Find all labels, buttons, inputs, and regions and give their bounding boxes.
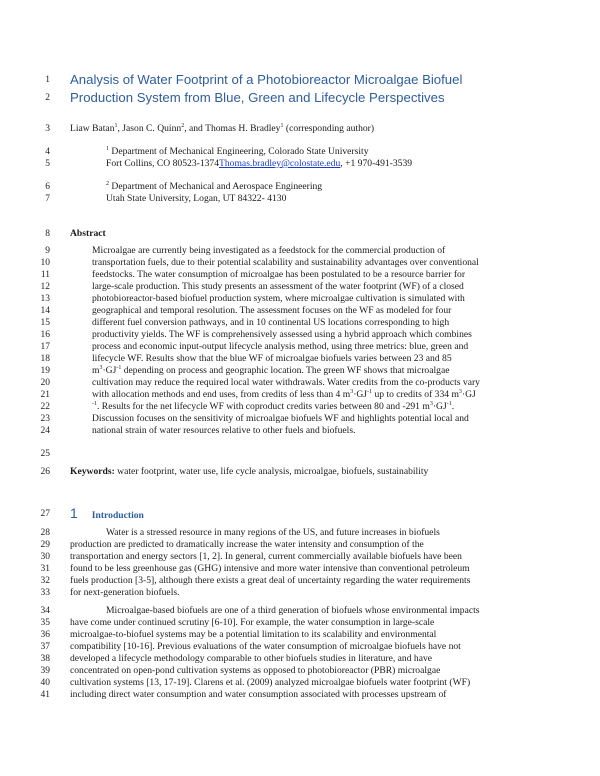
line-number: 31 [40, 564, 50, 574]
section-title: Introduction [91, 510, 144, 521]
line-number: 25 [40, 449, 50, 459]
line-number: 10 [40, 258, 50, 268]
superscript: 3 [458, 388, 462, 395]
line-number: 5 [45, 159, 50, 169]
line-number: 23 [40, 414, 50, 424]
section-heading [70, 505, 144, 524]
line-number: 24 [40, 426, 50, 436]
line-number: 2 [45, 93, 50, 103]
line-number: 20 [40, 378, 50, 388]
author-affiliation-marker: 1 [280, 122, 284, 129]
line-number: 13 [40, 294, 50, 304]
body-line: concentrated on open-pond cultivation systems as opposed to photobioreactor (PBR) microalgae [70, 665, 441, 676]
paper-title-line: Analysis of Water Footprint of a Photobioreactor Microalgae Biofuel [70, 72, 463, 87]
line-number: 1 [45, 75, 50, 85]
abstract-line: process and economic input-output lifecycle analysis method, using three metrics: blue, green and [92, 341, 469, 352]
abstract-line: national strain of water resources relative to other fuels and biofuels. [92, 425, 356, 436]
paper-title-line: Production System from Blue, Green and Lifecycle Perspectives [70, 90, 445, 105]
superscript: 3 [350, 388, 354, 395]
body-line: have come under continued scrutiny [6-10]. For example, the water consumption in large-scale [70, 617, 435, 628]
author-name: Liaw Batan [70, 123, 115, 134]
line-number: 19 [40, 366, 50, 376]
abstract-text: m [92, 365, 100, 376]
line-number: 26 [40, 467, 50, 477]
abstract-line: Discussion focuses on the sensitivity of microalgae biofuels WF and highlights potential local and [92, 413, 469, 424]
line-number: 18 [40, 354, 50, 364]
line-number: 7 [45, 194, 50, 204]
abstract-line: photobioreactor-based biofuel production system, where microalgae cultivation is simulated with [92, 293, 465, 304]
abstract-line [92, 389, 476, 401]
line-number: 28 [40, 528, 50, 538]
affiliation-line [106, 181, 322, 193]
body-line: microalgae-to-biofuel systems may be a potential limitation to its scalability and environmental [70, 629, 437, 640]
body-line: including direct water consumption and water consumption associated with processes upstream of [70, 689, 447, 700]
abstract-line: feedstocks. The water consumption of microalgae has been postulated to be a resource barrier for [92, 269, 466, 280]
line-number: 17 [40, 342, 50, 352]
body-line: fuels production [3-5], although there exists a great deal of uncertainty regarding the water requirements [70, 575, 471, 586]
abstract-line: cultivation may reduce the required local water withdrawals. Water credits from the co-products vary [92, 377, 480, 388]
affiliation-line [106, 158, 412, 170]
body-line: transportation and energy sectors [1, 2]. In general, current commercially available biofuels have been [70, 551, 462, 562]
body-line: Microalgae-based biofuels are one of a third generation of biofuels whose environmental impacts [106, 605, 480, 616]
abstract-text: up to credits of 334 m [372, 389, 459, 400]
line-number: 38 [40, 654, 50, 664]
abstract-text: . Results for the net lifecycle WF with coproduct credits varies between 80 and -291 m [97, 401, 430, 412]
body-line: production are predicted to dramatically increase the water intensity and consumption of the [70, 539, 424, 550]
author-affiliation-marker: 1 [114, 122, 118, 129]
abstract-text: with allocation methods and end uses, from credits of less than 4 m [92, 389, 351, 400]
keywords-line [70, 466, 428, 478]
abstract-heading: Abstract [70, 228, 106, 239]
author-separator: , and [184, 123, 206, 134]
body-line: found to be less greenhouse gas (GHG) intensive and more water intensive than conventional petroleum [70, 563, 470, 574]
abstract-line: large-scale production. This study presents an assessment of the water footprint (WF) of a closed [92, 281, 464, 292]
abstract-line [92, 365, 449, 377]
abstract-line: Microalgae are currently being investigated as a feedstock for the commercial production of [92, 245, 446, 256]
line-number: 33 [40, 588, 50, 598]
body-line: cultivation systems [13, 17-19]. Clarens et al. (2009) analyzed microalgae biofuels water footprint (WF) [70, 677, 471, 688]
line-number: 11 [40, 270, 50, 280]
superscript: -1 [367, 388, 373, 395]
line-number: 29 [40, 540, 50, 550]
keywords-text: water footprint, water use, life cycle analysis, microalgae, biofuels, sustainability [114, 466, 429, 477]
body-line: developed a lifecycle methodology comparable to other biofuels studies in literature, and have [70, 653, 433, 664]
line-number: 6 [45, 182, 50, 192]
body-line: for next-generation biofuels. [70, 587, 180, 598]
author-affiliation-marker: 2 [181, 122, 185, 129]
abstract-line: geographical and temporal resolution. The assessment focuses on the WF as modeled for four [92, 305, 452, 316]
line-number: 22 [40, 402, 50, 412]
line-number: 41 [40, 690, 50, 700]
line-number: 40 [40, 678, 50, 688]
line-number: 14 [40, 306, 50, 316]
superscript: 3 [429, 400, 433, 407]
body-line: Water is a stressed resource in many regions of the US, and future increases in biofuels [106, 527, 440, 538]
superscript: -1 [446, 400, 452, 407]
abstract-text: ·GJ [353, 389, 368, 400]
superscript: -1 [92, 400, 97, 407]
abstract-line [92, 401, 454, 413]
line-number: 36 [40, 630, 50, 640]
affiliation-marker: 2 [106, 180, 109, 187]
abstract-text: ·GJ [102, 365, 117, 376]
superscript: -1 [116, 364, 122, 371]
abstract-text: ·GJ [432, 401, 447, 412]
line-number: 12 [40, 282, 50, 292]
abstract-text: depending on process and geographic location. The green WF shows that microalgae [121, 365, 450, 376]
author-name: Jason C. Quinn [122, 123, 182, 134]
abstract-text: ·GJ [461, 389, 476, 400]
line-number: 30 [40, 552, 50, 562]
affiliation-address: Fort Collins, CO 80523-1374 [106, 158, 220, 169]
line-number: 27 [40, 509, 50, 519]
line-number: 39 [40, 666, 50, 676]
affiliation-line: Utah State University, Logan, UT 84322- 4130 [106, 193, 287, 204]
author-name: Thomas H. Bradley [205, 123, 281, 134]
affiliation-line [106, 146, 369, 158]
line-number: 4 [45, 147, 50, 157]
line-number: 8 [45, 229, 50, 239]
abstract-line: different fuel conversion pathways, and in 10 continental US locations corresponding to high [92, 317, 450, 328]
email-link[interactable]: Thomas.bradley@colostate.edu [219, 158, 341, 169]
line-number: 16 [40, 330, 50, 340]
line-number: 3 [45, 124, 50, 134]
line-number: 21 [40, 390, 50, 400]
author-line [70, 123, 374, 135]
author-separator: , [117, 123, 123, 134]
affiliation-marker: 1 [106, 145, 109, 152]
line-number: 15 [40, 318, 50, 328]
affiliation-phone: , +1 970-491-3539 [340, 158, 413, 169]
abstract-text: . [451, 401, 455, 412]
superscript: 3 [99, 364, 103, 371]
affiliation-text: Department of Mechanical Engineering, Colorado State University [109, 146, 369, 157]
line-number: 34 [40, 606, 50, 616]
line-number: 9 [45, 246, 50, 256]
section-number: 1 [70, 505, 78, 521]
line-number: 37 [40, 642, 50, 652]
body-line: compatibility [10-16]. Previous evaluations of the water consumption of microalgae biofuels have not [70, 641, 461, 652]
abstract-line: transportation fuels, due to their potential scalability and sustainability advantages over conventional [92, 257, 479, 268]
keywords-label: Keywords: [70, 466, 115, 477]
abstract-line: productivity yields. The WF is comprehensively assessed using a hybrid approach which combines [92, 329, 472, 340]
corresponding-author-note: (corresponding author) [283, 123, 375, 134]
affiliation-text: Department of Mechanical and Aerospace Engineering [109, 181, 323, 192]
abstract-line: lifecycle WF. Results show that the blue WF of microalgae biofuels varies between 23 and 85 [92, 353, 452, 364]
line-number: 32 [40, 576, 50, 586]
line-number: 35 [40, 618, 50, 628]
